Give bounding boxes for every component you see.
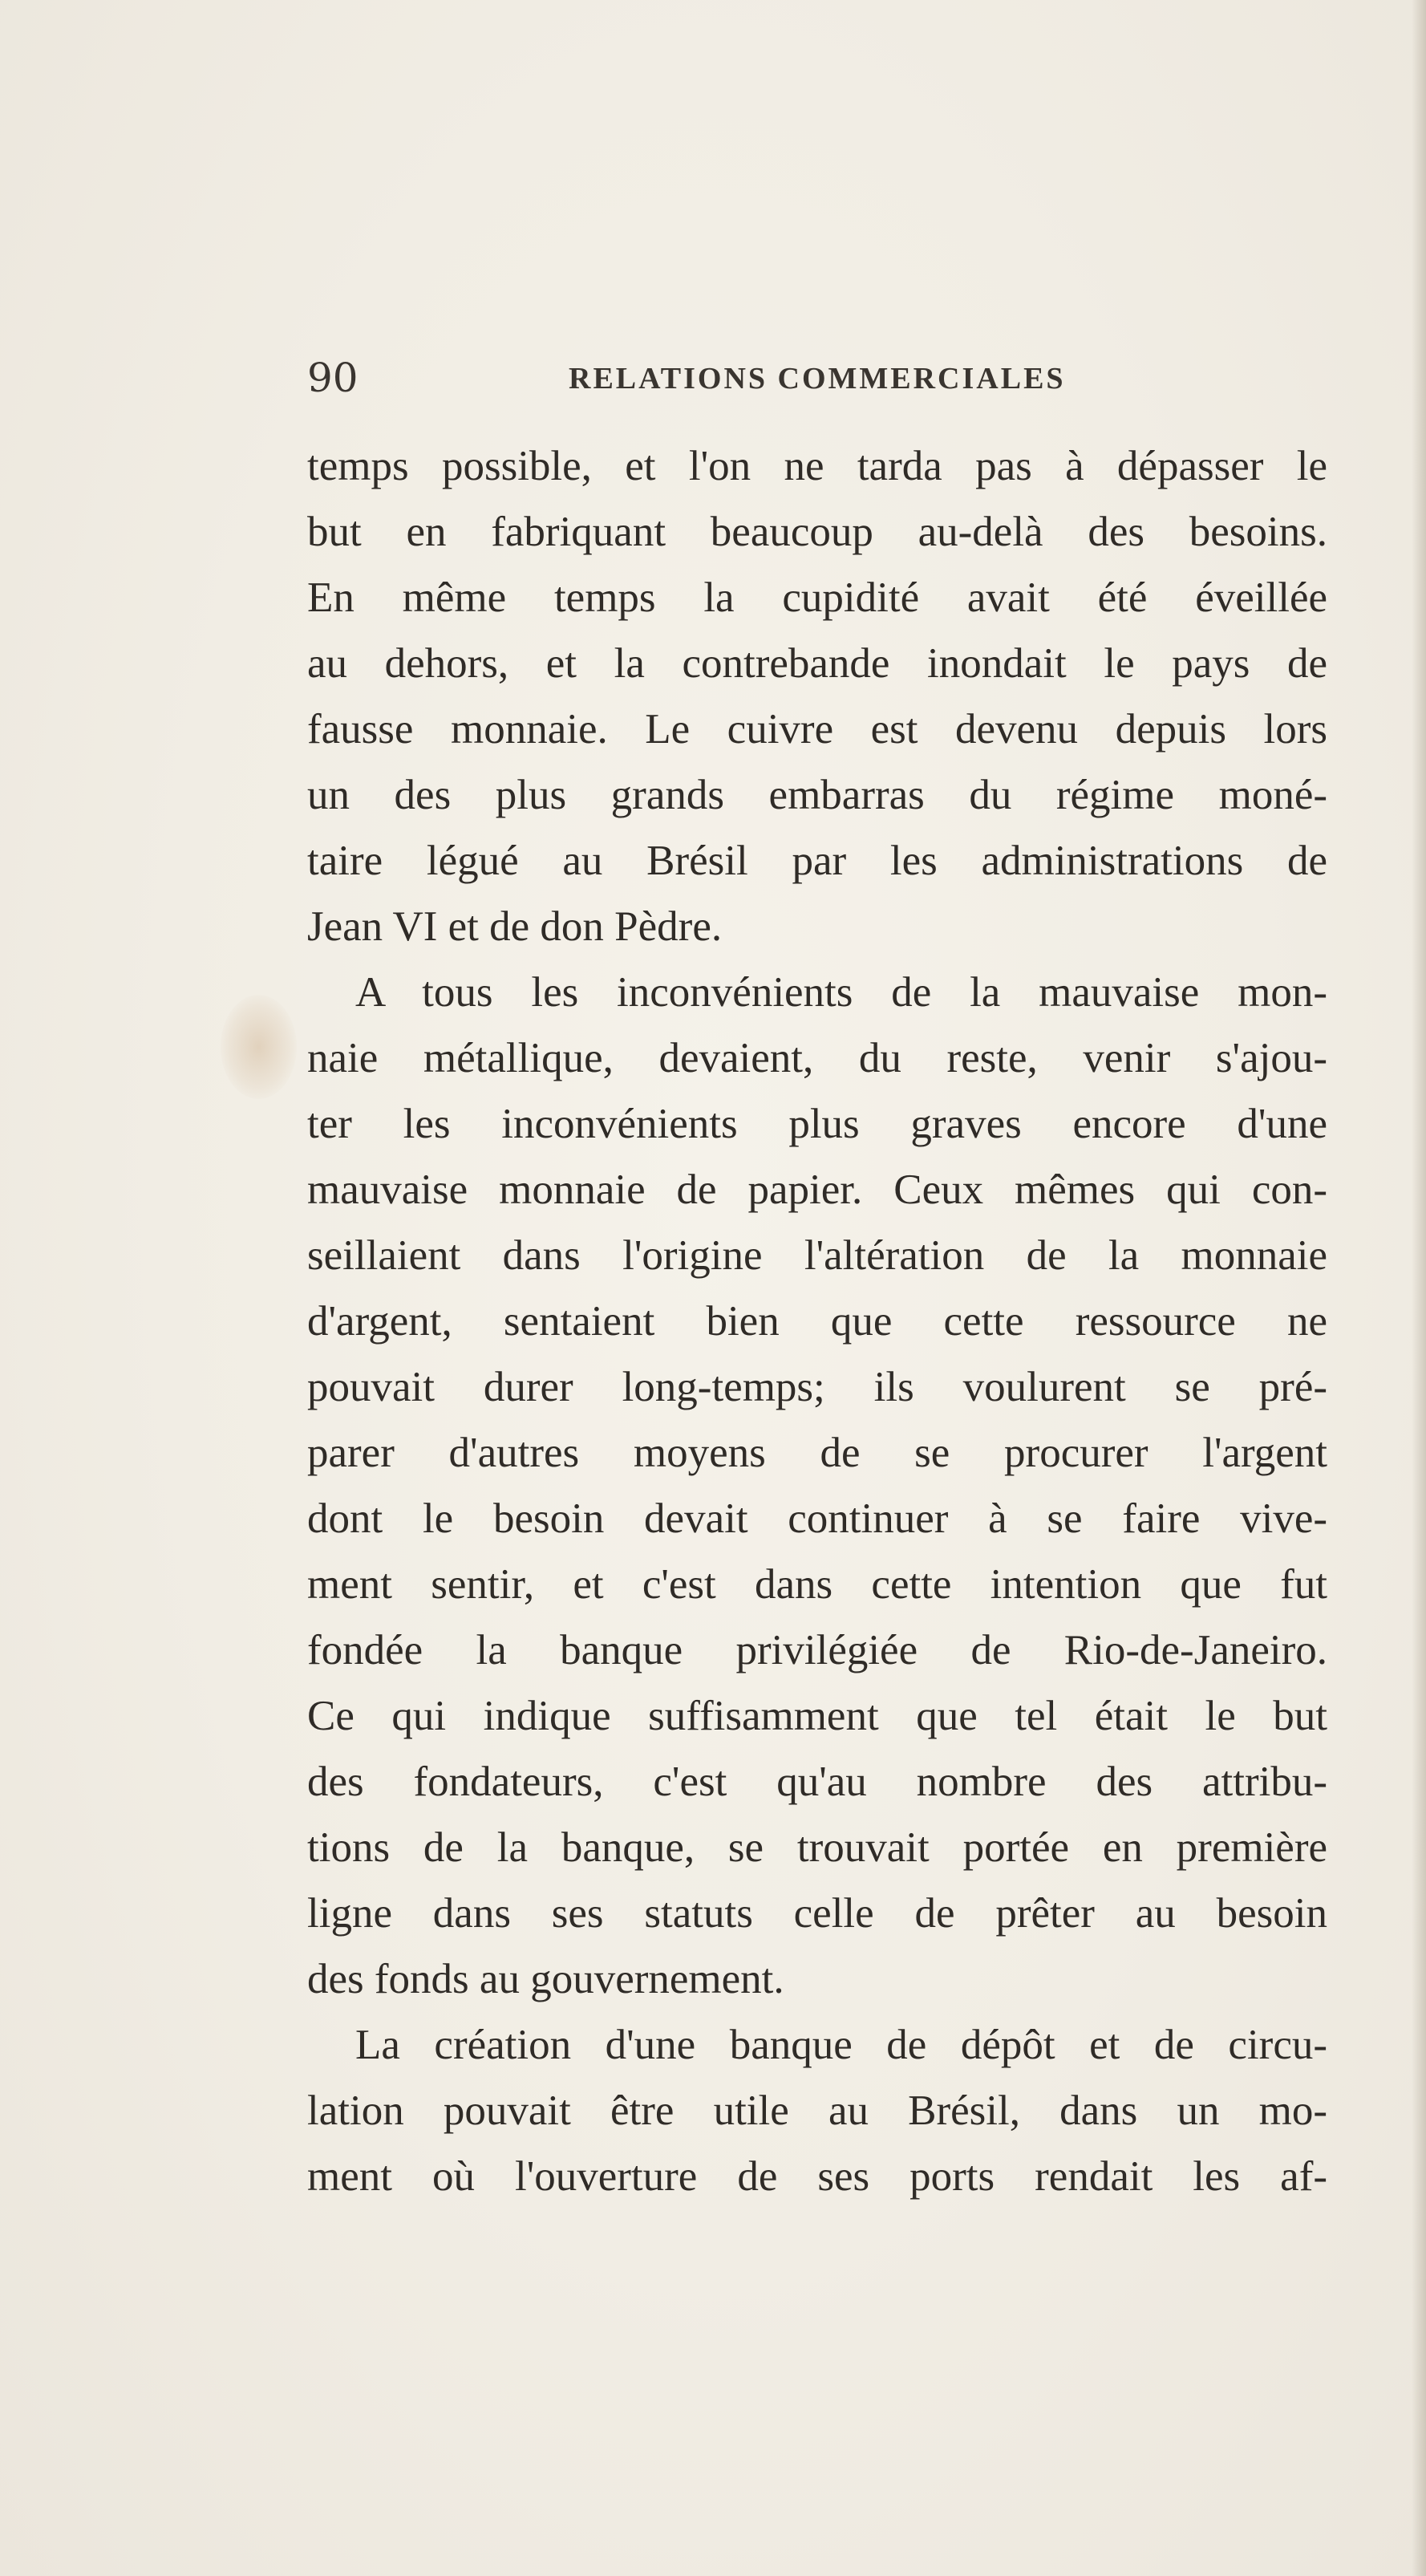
paper-stain bbox=[221, 995, 297, 1099]
text-line: seillaient dans l'origine l'altération de la monnaie bbox=[307, 1232, 1327, 1279]
text-line: des fonds au gouvernement. bbox=[307, 1956, 784, 2002]
body-text bbox=[307, 433, 1327, 2209]
page-number: 90 bbox=[307, 355, 359, 401]
text-line: d'argent, sentaient bien que cette ressource ne bbox=[307, 1298, 1327, 1345]
text-line: but en fabriquant beaucoup au-delà des besoins. bbox=[307, 509, 1327, 555]
text-line: au dehors, et la contrebande inondait le pays de bbox=[307, 640, 1327, 687]
text-line: parer d'autres moyens de se procurer l'argent bbox=[307, 1430, 1327, 1476]
text-line: pouvait durer long-temps; ils voulurent se pré- bbox=[307, 1364, 1327, 1410]
text-line: ter les inconvénients plus graves encore d'une bbox=[307, 1101, 1327, 1147]
running-title: RELATIONS COMMERCIALES bbox=[569, 362, 1066, 396]
text-line: A tous les inconvénients de la mauvaise mon- bbox=[355, 969, 1327, 1016]
text-line: Jean VI et de don Pèdre. bbox=[307, 903, 723, 950]
running-head bbox=[307, 350, 1326, 406]
text-line: dont le besoin devait continuer à se faire vive- bbox=[307, 1495, 1327, 1542]
text-line: mauvaise monnaie de papier. Ceux mêmes qui con- bbox=[307, 1166, 1327, 1213]
text-line: taire légué au Brésil par les administrations de bbox=[307, 838, 1327, 884]
page-edge-shadow bbox=[1412, 0, 1426, 2576]
text-line: fausse monnaie. Le cuivre est devenu depuis lors bbox=[307, 706, 1327, 753]
text-line: Ce qui indique suffisamment que tel était le but bbox=[307, 1693, 1327, 1739]
text-line: ment où l'ouverture de ses ports rendait les af- bbox=[307, 2153, 1327, 2200]
text-line: un des plus grands embarras du régime moné- bbox=[307, 772, 1327, 818]
text-line: des fondateurs, c'est qu'au nombre des attribu- bbox=[307, 1759, 1327, 1805]
text-line: tions de la banque, se trouvait portée en première bbox=[307, 1824, 1327, 1871]
text-line: ligne dans ses statuts celle de prêter au besoin bbox=[307, 1890, 1327, 1937]
text-line: temps possible, et l'on ne tarda pas à dépasser le bbox=[307, 443, 1327, 489]
text-line: La création d'une banque de dépôt et de circu- bbox=[355, 2022, 1327, 2068]
text-line: lation pouvait être utile au Brésil, dans un mo- bbox=[307, 2087, 1327, 2134]
text-line: ment sentir, et c'est dans cette intention que fut bbox=[307, 1561, 1327, 1608]
text-line: En même temps la cupidité avait été éveillée bbox=[307, 574, 1327, 621]
text-line: fondée la banque privilégiée de Rio-de-Janeiro. bbox=[307, 1627, 1327, 1673]
text-line: naie métallique, devaient, du reste, venir s'ajou- bbox=[307, 1035, 1327, 1081]
